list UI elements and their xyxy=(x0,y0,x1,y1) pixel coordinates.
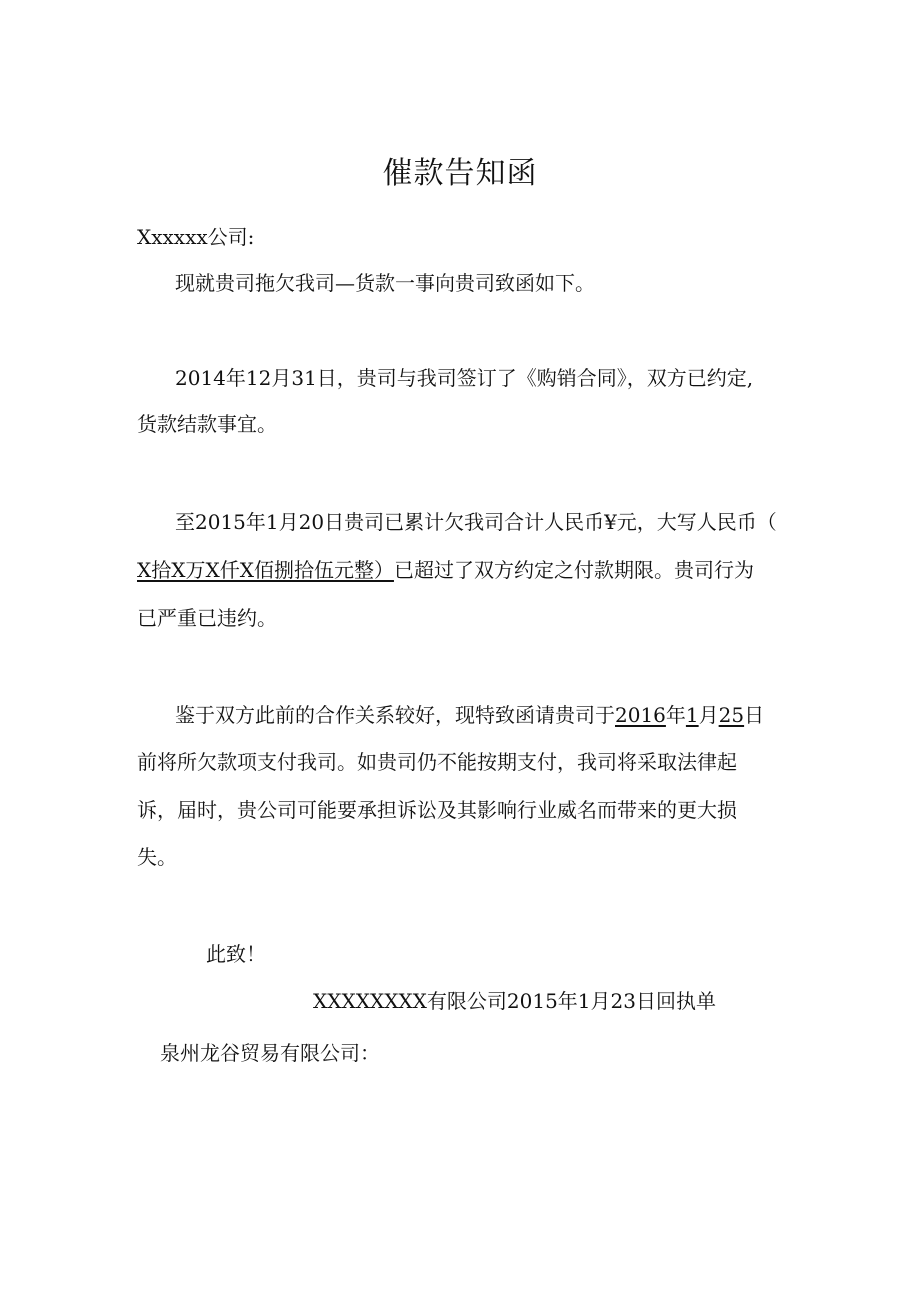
paragraph-2-line-1: 至2015年1月20日贵司已累计欠我司合计人民币¥元，大写人民币（ xyxy=(175,510,777,534)
deadline-year: 2016 xyxy=(615,703,666,727)
paragraph-2-line-3: 已严重已违约。 xyxy=(137,606,277,630)
page-title: 催款告知函 xyxy=(382,156,538,191)
intro-paragraph: 现就贵司拖欠我司—货款一事向贵司致函如下。 xyxy=(175,271,595,295)
salutation: Xxxxxx公司: xyxy=(137,225,255,249)
deadline-ri: 日 xyxy=(744,703,765,727)
paragraph-1-line-1: 2014年12月31日，贵司与我司签订了《购销合同》，双方已约定, xyxy=(175,366,754,390)
deadline-month: 1 xyxy=(685,703,699,727)
deadline-nian: 年 xyxy=(665,703,686,727)
paragraph-3-line-1 xyxy=(175,701,764,729)
paragraph-3-line-4: 失。 xyxy=(137,845,177,869)
paragraph-3-line-1-prefix: 鉴于双方此前的合作关系较好，现特致函请贵司于 xyxy=(175,703,615,727)
closing: 此致！ xyxy=(206,942,266,966)
signature-line: XXXXXXXX有限公司2015年1月23日回执单 xyxy=(313,989,716,1013)
paragraph-1-line-2: 货款结款事宜。 xyxy=(137,412,277,436)
paragraph-2-line-2 xyxy=(137,556,754,584)
paragraph-2-line-2-rest: 已超过了双方约定之付款期限。贵司行为 xyxy=(393,558,754,582)
receipt-addressee: 泉州龙谷贸易有限公司： xyxy=(160,1041,380,1065)
paragraph-3-line-3: 诉，届时，贵公司可能要承担诉讼及其影响行业威名而带来的更大损 xyxy=(137,798,737,822)
paragraph-3-line-2: 前将所欠款项支付我司。如贵司仍不能按期支付，我司将采取法律起 xyxy=(137,750,737,774)
amount-in-words: X拾X万X仟X佰捌拾伍元整） xyxy=(137,558,394,582)
deadline-yue: 月 xyxy=(698,703,719,727)
deadline-day: 25 xyxy=(718,703,745,727)
